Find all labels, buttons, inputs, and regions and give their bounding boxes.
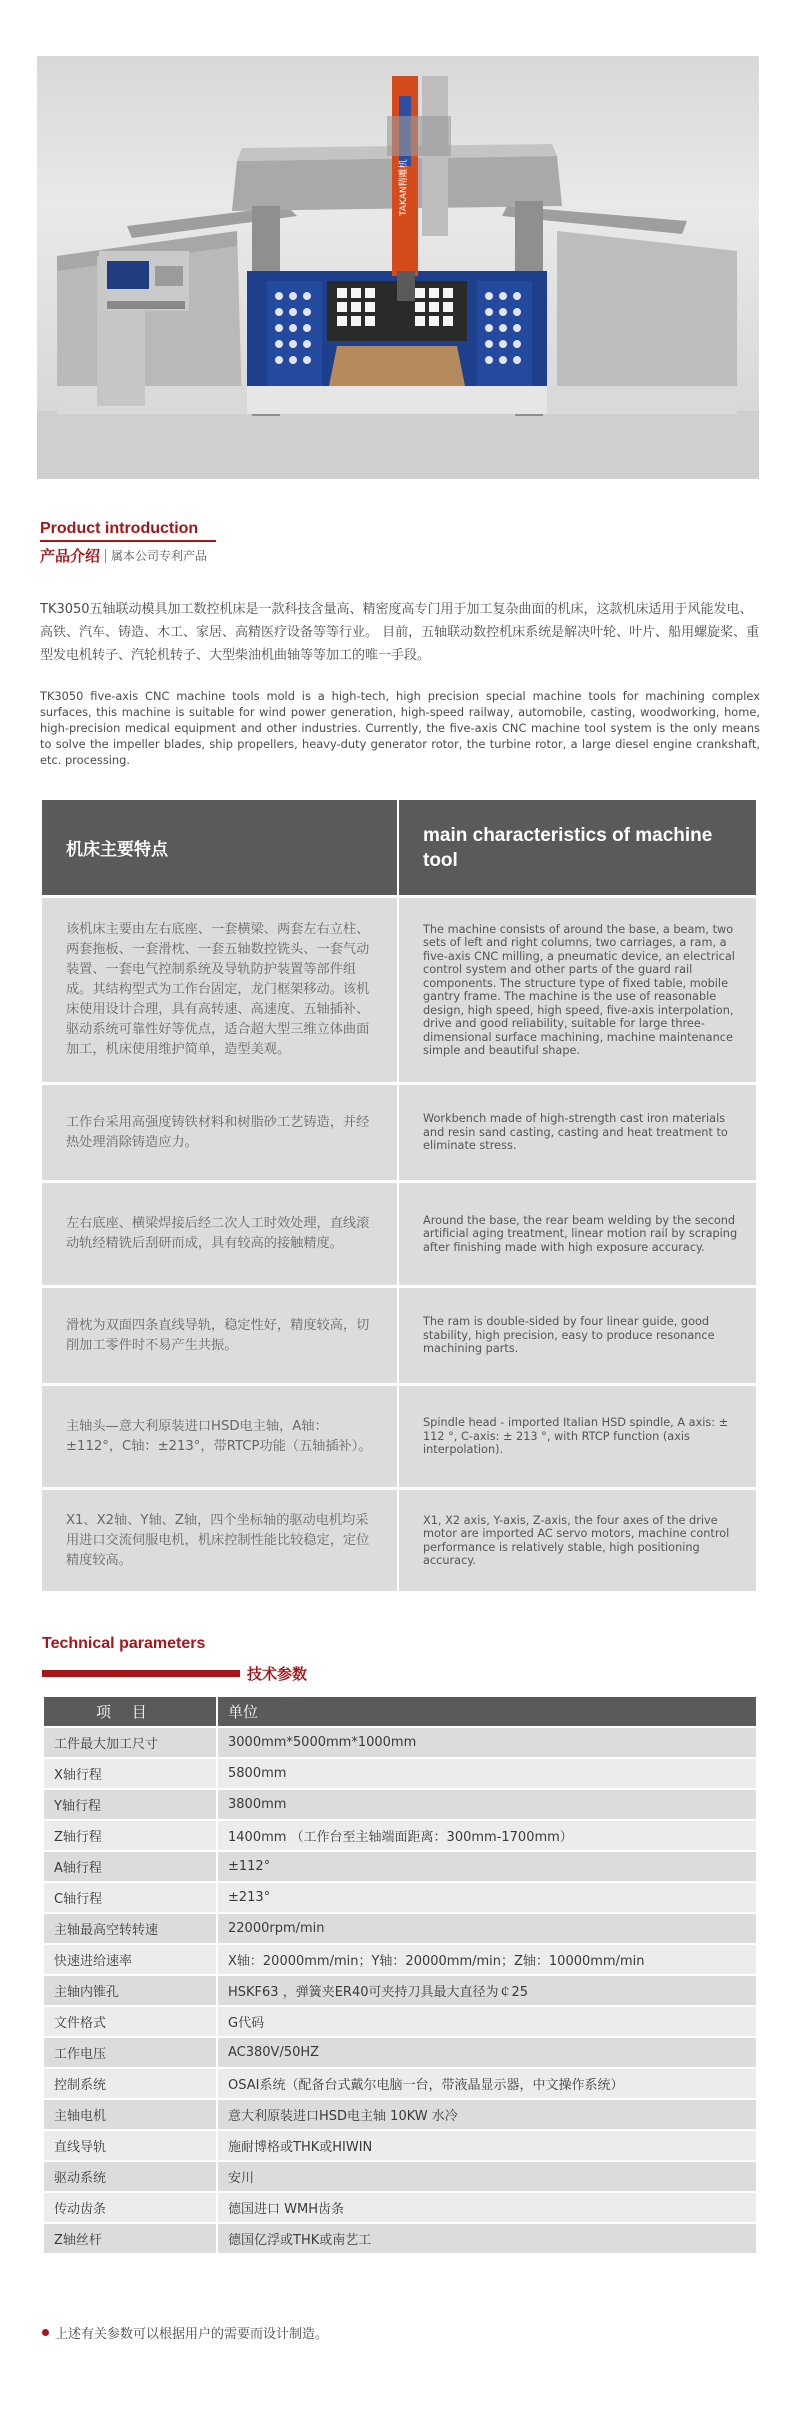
features-header-cn: 机床主要特点 [42,800,399,898]
technical-title-en: Technical parameters [42,1635,206,1652]
product-intro-title-en: Product introduction [40,520,199,537]
technical-parameters-header [42,1635,762,1683]
parameters-header-row [44,1697,756,1728]
feature-cn: 左右底座、横梁焊接后经二次人工时效处理，直线滚动轨经精铣后刮研而成，具有较高的接触精度。 [42,1183,399,1288]
feature-en: Spindle head - imported Italian HSD spindle, A axis: ± 112 °, C-axis: ± 213 °, with RTCP function (axis interpolation). [399,1386,756,1490]
machine-photo [37,56,759,479]
parameter-row [44,2193,756,2224]
parameter-name: 主轴内锥孔 [44,1976,218,2007]
feature-en: X1, X2 axis, Y-axis, Z-axis, the four axes of the drive motor are imported AC servo motors, machine control performance is relatively stable, high positioning accuracy. [399,1490,756,1594]
parameter-value: 3800mm [218,1790,756,1821]
parameter-value: 德国亿浮或THK或南艺工 [218,2224,756,2255]
parameter-value: 1400mm （工作台至主轴端面距离：300mm-1700mm） [218,1821,756,1852]
parameter-value: AC380V/50HZ [218,2038,756,2069]
parameter-name: C轴行程 [44,1883,218,1914]
parameter-row [44,2131,756,2162]
features-header-en: main characteristics of machine tool [399,800,756,898]
parameter-name: 直线导轨 [44,2131,218,2162]
bullet-icon [42,2329,49,2336]
gantry-brand-label: TAKAN精雕机 [399,159,409,216]
product-description-en: TK3050 five-axis CNC machine tools mold is a high-tech, high precision special machine tools for machining complex surfaces, this machine is suitable for wind power generation, high-speed railway, automobile, casting, woodworking, home, high-precision medical equipment and other industries. Currently, the five-axis CNC machine tool system is the only means to solve the impeller blades, ship propellers, heavy-duty generator rotor, the turbine rotor, a large diesel engine crankshaft, etc. processing. [40,689,760,767]
feature-cn: 主轴头—意大利原装进口HSD电主轴，A轴：±112°，C轴：±213°，带RTCP功能（五轴插补）。 [42,1386,399,1490]
parameter-value: ±213° [218,1883,756,1914]
parameter-row [44,2224,756,2255]
title-separator [105,549,106,563]
feature-row [42,1085,756,1183]
parameter-row [44,2100,756,2131]
parameter-name: 控制系统 [44,2069,218,2100]
footnote [42,2323,328,2342]
parameter-name: 主轴最高空转转速 [44,1914,218,1945]
parameter-row [44,2007,756,2038]
parameter-row [44,1821,756,1852]
product-intro-rule [40,540,216,542]
technical-title-bar [42,1670,240,1677]
parameter-row [44,1728,756,1759]
feature-cn: 滑枕为双面四条直线导轨，稳定性好，精度较高，切削加工零件时不易产生共振。 [42,1288,399,1386]
parameter-row [44,1852,756,1883]
parameter-name: 工作电压 [44,2038,218,2069]
parameter-value: 意大利原装进口HSD电主轴 10KW 水冷 [218,2100,756,2131]
parameter-value: HSKF63 ，弹簧夹ER40可夹持刀具最大直径为￠25 [218,1976,756,2007]
parameter-name: Z轴行程 [44,1821,218,1852]
parameter-value: OSAI系统（配备台式戴尔电脑一台，带液晶显示器，中文操作系统） [218,2069,756,2100]
parameter-row [44,1976,756,2007]
feature-cn: 工作台采用高强度铸铁材料和树脂砂工艺铸造，并经热处理消除铸造应力。 [42,1085,399,1183]
features-header-row [42,800,756,898]
parameter-row [44,2069,756,2100]
parameters-table [44,1697,756,2255]
column-unit-header: 单位 [218,1697,756,1728]
parameter-value: 德国进口 WMH齿条 [218,2193,756,2224]
parameter-row [44,1914,756,1945]
feature-row [42,1490,756,1594]
parameter-row [44,1790,756,1821]
parameter-row [44,2162,756,2193]
parameter-name: 主轴电机 [44,2100,218,2131]
column-item-header: 项 目 [44,1697,218,1728]
parameter-name: 传动齿条 [44,2193,218,2224]
parameter-value: ±112° [218,1852,756,1883]
feature-cn: X1、X2轴、Y轴、Z轴，四个坐标轴的驱动电机均采用进口交流伺服电机，机床控制性能比较稳定，定位精度较高。 [42,1490,399,1594]
parameter-value: 施耐博格或THK或HIWIN [218,2131,756,2162]
feature-en: The machine consists of around the base, a beam, two sets of left and right columns, two carriages, a ram, a five-axis CNC milling, a pneumatic device, an electrical control system and other parts of the guard rail components. The structure type of fixed table, mobile gantry frame. The machine is the use of reasonable design, high speed, high speed, five-axis interpolation, drive and good reliability, suitable for large three-dimensional surface machining, machine maintenance simple and beautiful shape. [399,898,756,1085]
feature-en: Around the base, the rear beam welding by the second artificial aging treatment, linear motion rail by scraping after finishing made with high exposure accuracy. [399,1183,756,1288]
features-table [42,800,756,1594]
parameter-row [44,2038,756,2069]
feature-cn: 该机床主要由左右底座、一套横梁、两套左右立柱、两套拖板、一套滑枕、一套五轴数控铣头、一套气动装置、一套电气控制系统及导轨防护装置等部件组成。其结构型式为工作台固定，龙门框架移动。该机床使用设计合理，具有高转速、高速度、五轴插补、驱动系统可靠性好等优点，适合超大型三维立体曲面加工，机床使用维护简单，造型美观。 [42,898,399,1085]
feature-row [42,898,756,1085]
parameter-name: 工件最大加工尺寸 [44,1728,218,1759]
parameter-name: 快速进给速率 [44,1945,218,1976]
feature-en: Workbench made of high-strength cast iron materials and resin sand casting, casting and heat treatment to eliminate stress. [399,1085,756,1183]
parameter-value: 22000rpm/min [218,1914,756,1945]
parameter-row [44,1945,756,1976]
parameter-value: G代码 [218,2007,756,2038]
parameter-row [44,1759,756,1790]
parameter-name: A轴行程 [44,1852,218,1883]
parameter-name: Z轴丝杆 [44,2224,218,2255]
parameter-name: X轴行程 [44,1759,218,1790]
parameter-value: 3000mm*5000mm*1000mm [218,1728,756,1759]
parameter-name: 文件格式 [44,2007,218,2038]
parameter-name: Y轴行程 [44,1790,218,1821]
feature-row [42,1183,756,1288]
product-intro-title-cn: 产品介绍 [40,547,101,565]
cnc-machine-illustration [37,56,759,479]
feature-en: The ram is double-sided by four linear guide, good stability, high precision, easy to produce resonance machining parts. [399,1288,756,1386]
product-description-cn: TK3050五轴联动模具加工数控机床是一款科技含量高、精密度高专门用于加工复杂曲面的机床，这款机床适用于风能发电、高铁、汽车、铸造、木工、家居、高精医疗设备等等行业。 目前，五轴联动数控机床系统是解决叶轮、叶片、船用螺旋桨、重型发电机转子、汽轮机转子、大型柴油机曲轴等等加工的唯一手段。 [40,602,760,663]
parameter-value: X轴：20000mm/min；Y轴：20000mm/min；Z轴：10000mm/min [218,1945,756,1976]
parameter-value: 安川 [218,2162,756,2193]
parameter-name: 驱动系统 [44,2162,218,2193]
feature-row [42,1288,756,1386]
feature-row [42,1386,756,1490]
footnote-text: 上述有关参数可以根据用户的需要而设计制造。 [55,2327,329,2342]
parameter-value: 5800mm [218,1759,756,1790]
parameter-row [44,1883,756,1914]
technical-title-cn: 技术参数 [247,1665,308,1683]
patent-subtitle: 属本公司专利产品 [111,549,208,563]
product-intro-header [40,520,760,566]
